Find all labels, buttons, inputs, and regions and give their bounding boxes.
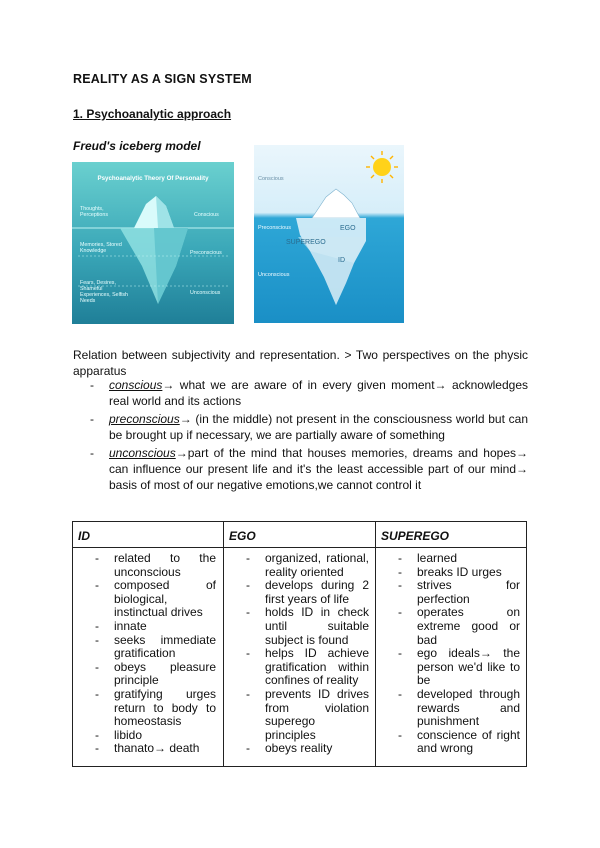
personality-table bbox=[72, 521, 527, 767]
table-cell-text: libido bbox=[114, 727, 143, 742]
table-cell-item: - innate bbox=[95, 618, 147, 633]
table-cell-text: organized, rational, reality oriented bbox=[265, 551, 369, 579]
figure1-label: Conscious bbox=[194, 212, 219, 218]
table-cell-text: seeks immediate gratification bbox=[114, 632, 216, 661]
table-cell-text: develops during 2 first years of life bbox=[265, 578, 369, 606]
table-cell-item: - breaks ID urges bbox=[398, 564, 502, 579]
table-header: ID bbox=[73, 522, 223, 548]
table-cell-text: obeys reality bbox=[265, 741, 333, 756]
page-title: REALITY AS A SIGN SYSTEM bbox=[73, 72, 252, 86]
figure1-label: Memories, Stored Knowledge bbox=[80, 242, 122, 254]
table-cell-item: - composed of biological, instinctual drives bbox=[95, 578, 216, 620]
figure2-label: Conscious bbox=[258, 176, 284, 182]
iceberg-figure-personality bbox=[72, 162, 234, 324]
term-description: → what we are aware of in every given moment→ acknowledges real world and its actions bbox=[109, 378, 528, 408]
table-cell-item: - libido bbox=[95, 727, 143, 742]
table-cell-text: learned bbox=[417, 551, 458, 565]
table-cell-text: conscience of right and wrong bbox=[417, 727, 520, 756]
table-cell-text: innate bbox=[114, 618, 147, 633]
table-cell-item: - operates on extreme good or bad bbox=[398, 605, 520, 647]
table-cell-text: related to the unconscious bbox=[114, 551, 216, 579]
table-cell-item: - obeys reality bbox=[246, 741, 333, 756]
mind-levels-list bbox=[73, 377, 528, 495]
list-item: - preconscious→ (in the middle) not present in the consciousness world but can be brought up if necessary, we are partially aware of something bbox=[90, 412, 528, 442]
table-cell-item: - prevents ID drives from violation superego principles bbox=[246, 686, 369, 742]
table-cell-item: - gratifying urges return to body to homeostasis bbox=[95, 686, 216, 729]
table-cell-item: - obeys pleasure principle bbox=[95, 659, 216, 688]
term: preconscious bbox=[109, 412, 180, 426]
figure1-title: Psychoanalytic Theory Of Personality bbox=[97, 175, 209, 182]
figure2-id-label: ID bbox=[338, 257, 345, 264]
subsection-heading: Freud's iceberg model bbox=[73, 139, 201, 153]
figure1-label: Thoughts, Perceptions bbox=[80, 206, 108, 218]
table-cell-text: obeys pleasure principle bbox=[114, 659, 216, 688]
table-cell-item: - helps ID achieve gratification within confines of reality bbox=[246, 646, 369, 688]
table-cell-item: - learned bbox=[398, 551, 458, 565]
section-heading: 1. Psychoanalytic approach bbox=[73, 107, 232, 121]
iceberg-sun-illustration bbox=[254, 145, 404, 323]
table-cell-text: holds ID in check until suitable subject is found bbox=[265, 605, 369, 647]
figure2-label: Preconscious bbox=[258, 225, 292, 231]
figure1-label: Fears, Desires, Shameful Experiences, Selfish Needs bbox=[80, 280, 128, 304]
term-description: → (in the middle) not present in the consciousness world but can be brought up if necessary, we are partially aware of something bbox=[109, 412, 528, 442]
table-cell-item: - seeks immediate gratification bbox=[95, 632, 216, 661]
list-item: - conscious→ what we are aware of in every given moment→ acknowledges real world and its actions bbox=[90, 378, 528, 408]
table-cell-item: - conscience of right and wrong bbox=[398, 727, 520, 756]
id-items bbox=[73, 548, 223, 756]
table-cell-text: operates on extreme good or bad bbox=[417, 605, 520, 647]
table-cell-text: developed through rewards and punishment bbox=[417, 686, 520, 729]
table-cell-text: prevents ID drives from violation superego principles bbox=[265, 686, 369, 742]
figure1-label: Preconscious bbox=[190, 250, 222, 256]
table-header: EGO bbox=[224, 522, 376, 548]
superego-items bbox=[376, 548, 527, 756]
figure2-label: Unconscious bbox=[258, 272, 290, 278]
table-column-superego bbox=[375, 522, 527, 766]
iceberg-figure-ego bbox=[254, 145, 404, 323]
table-cell-item: - related to the unconscious bbox=[95, 551, 216, 579]
list-item: - unconscious→part of the mind that houses memories, dreams and hopes→ can influence our present life and it's the least accessible part of our mind→ basis of most of our negative emotions,we cannot control it bbox=[90, 446, 528, 492]
table-cell-item: - organized, rational, reality oriented bbox=[246, 551, 369, 579]
table-cell-text: helps ID achieve gratification within confines of reality bbox=[265, 646, 369, 688]
table-cell-item: - strives for perfection bbox=[398, 578, 520, 606]
ego-items bbox=[224, 548, 376, 756]
table-cell-text: thanato→ death bbox=[114, 741, 200, 756]
table-cell-item: - develops during 2 first years of life bbox=[246, 578, 369, 606]
table-cell-item: - holds ID in check until suitable subject is found bbox=[246, 605, 369, 647]
table-cell-text: gratifying urges return to body to homeostasis bbox=[114, 686, 216, 729]
intro-paragraph: Relation between subjectivity and representation. > Two perspectives on the physic apparatus bbox=[73, 348, 528, 378]
sun-icon bbox=[366, 151, 398, 183]
table-column-ego bbox=[223, 522, 376, 766]
table-cell-text: composed of biological, instinctual drives bbox=[114, 578, 216, 620]
table-header: SUPEREGO bbox=[376, 522, 527, 548]
table-cell-text: breaks ID urges bbox=[417, 564, 502, 579]
term-description: →part of the mind that houses memories, dreams and hopes→ can influence our present life and it's the least accessible part of our mind→ basis of most of our negative emotions,we cannot control it bbox=[109, 446, 528, 492]
figure2-ego-label: EGO bbox=[340, 225, 356, 232]
table-cell-item: - developed through rewards and punishment bbox=[398, 686, 520, 729]
table-column-id bbox=[73, 522, 223, 766]
term: unconscious bbox=[109, 446, 176, 460]
figure2-superego-label: SUPEREGO bbox=[286, 239, 326, 246]
table-cell-item: - thanato→ death bbox=[95, 741, 200, 756]
table-cell-text: ego ideals→ the person we'd like to be bbox=[417, 646, 520, 688]
figure1-label: Unconscious bbox=[190, 290, 221, 296]
table-cell-text: strives for perfection bbox=[417, 578, 520, 606]
table-cell-item: - ego ideals→ the person we'd like to be bbox=[398, 646, 520, 688]
term: conscious bbox=[109, 378, 163, 392]
